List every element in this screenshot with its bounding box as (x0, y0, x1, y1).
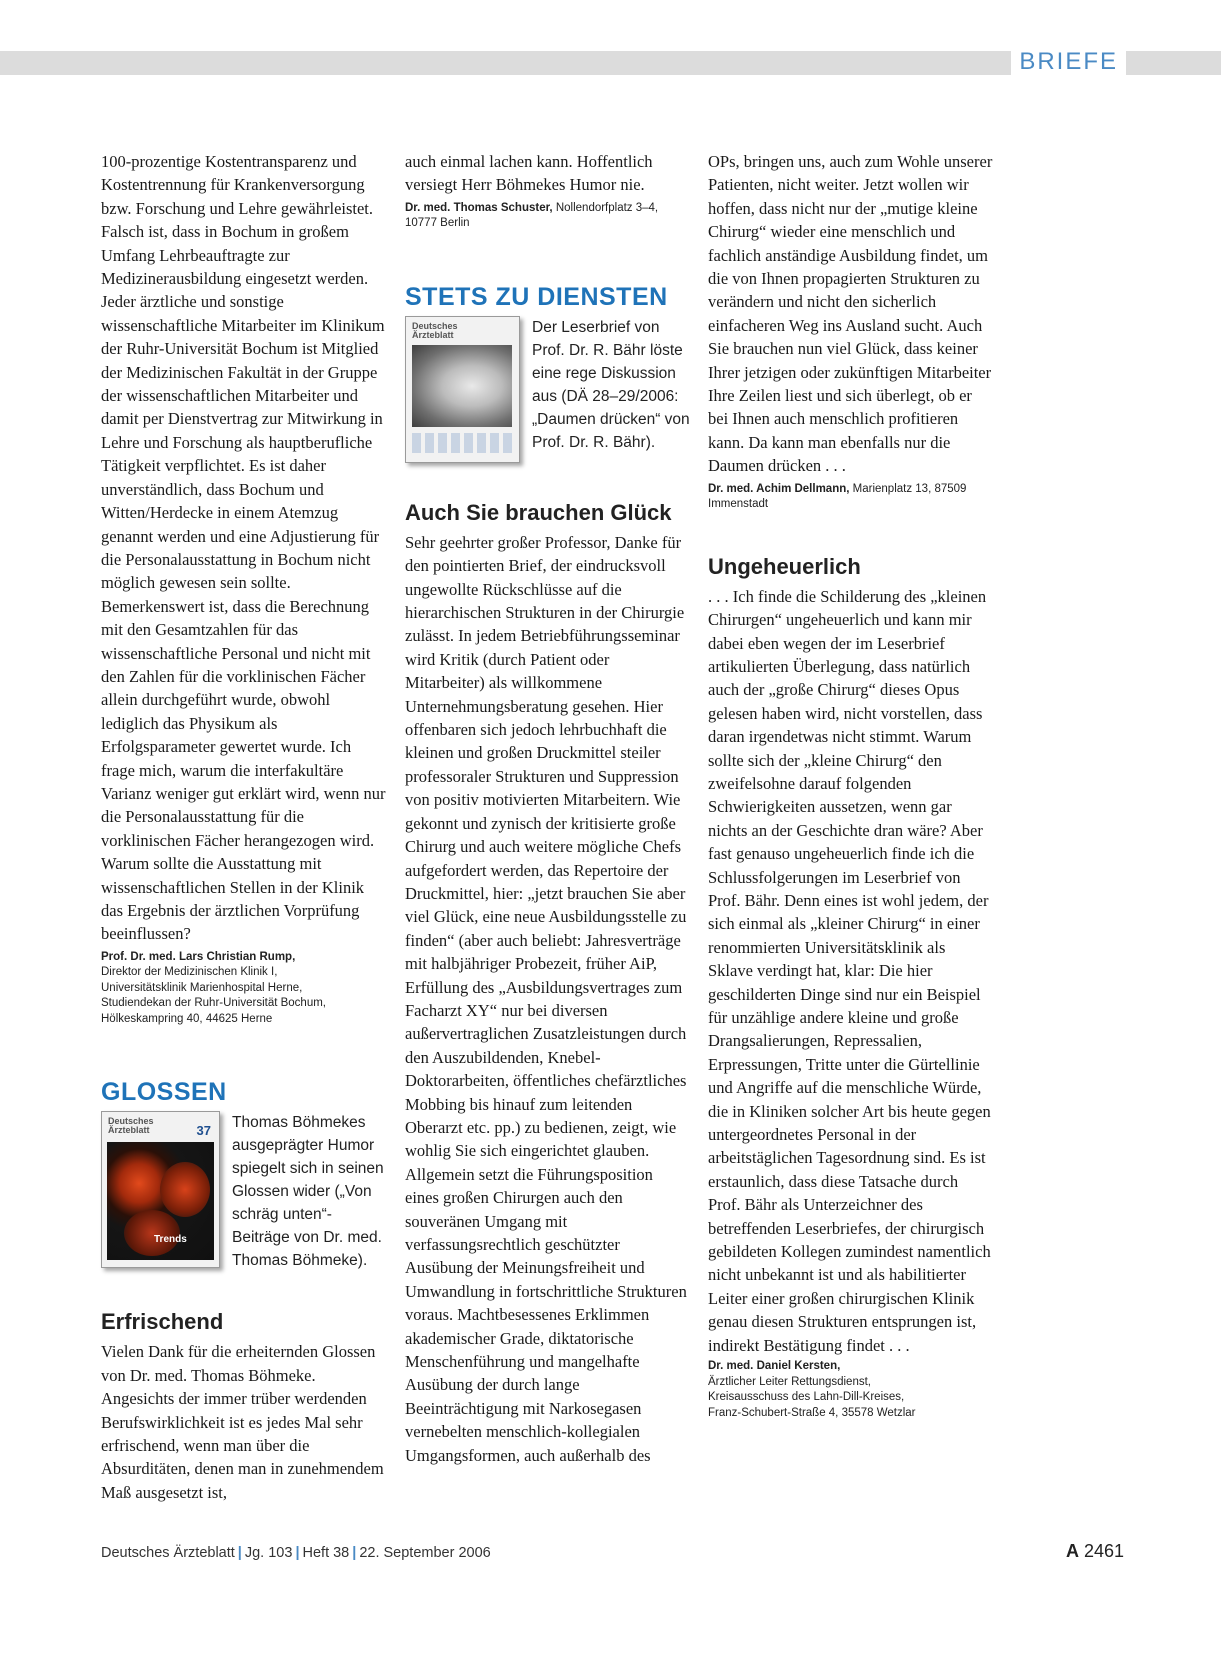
cover-title: Trends (154, 1234, 187, 1246)
section-title-stets-zu-diensten: STETS ZU DIENSTEN (405, 282, 668, 311)
signature-dellmann (708, 482, 993, 513)
letter-rump-text: 100-prozentige Kostentransparenz und Kostentrennung für Krankenversorgung bzw. Forschung und Lehre gewährleistet. Falsch ist, dass in Bochum in großem Umfang Lehrbeauftragte zur Medizinerausbildung eingesetzt werden. Jeder ärztliche und sonstige wissenschaftliche Mitarbeiter im Klinikum der Ruhr-Universität Bochum ist Mitglied der Medizinischen Fakultät in der Gruppe der wissenschaftlichen Mitarbeiter und damit per Dienstvertrag zur Mitwirkung in Lehre und Forschung als hauptberufliche Tätigkeit verpflichtet. Es ist daher unverständlich, dass Bochum und Witten/Herdecke in einem Atemzug genannt werden und eine Adjustierung für die Personalausstattung in Bochum nicht möglich gewesen sein sollte. Bemerkenswert ist, dass die Berechnung mit den Gesamtzahlen für das wissenschaftliche Personal und nicht mit den Zahlen für die vorklinischen Fächer allein durchgeführt wurde, obwohl lediglich das Physikum als Erfolgsparameter gewertet wurde. Ich frage mich, warum die interfakultäre Varianz weniger gut erklärt wird, wenn nur die Personalausstattung für die vorklinischen Fächer herangezogen wird. Warum sollte die Ausstattung mit wissenschaftlichen Stellen in der Klinik das Ergebnis der ärztlichen Vorprüfung beeinflussen? (101, 152, 386, 944)
letter-title-erfrischend: Erfrischend (101, 1309, 224, 1335)
column-3 (708, 150, 993, 1421)
page-number: A 2461 (1065, 1541, 1124, 1561)
letter-glueck-continued: OPs, bringen uns, auch zum Wohle unserer Patienten, nicht weiter. Jetzt wollen wir hoffen, dass nicht nur der „mutige kleine Chirurg“ wieder eine menschlich und fachlich anständige Ausbildung findet, um die von Ihnen propagierten Strukturen zu verändern und nicht den sicherlich einfacheren Weg ins Ausland sucht. Auch Sie brauchen nun viel Glück, dass keiner Ihrer jetzigen oder zukünftigen Mitarbeiter Ihre Zeilen liest und sich überlegt, ob er bei Ihnen auch menschlich profitieren kann. Da kann man ebenfalls nur die Daumen drücken . . . (708, 152, 993, 476)
column-1 (101, 150, 386, 1504)
footer-separator: | (352, 1545, 357, 1561)
section-label: BRIEFE (1011, 46, 1126, 78)
signature-address: Nollendorfplatz 3–4, 10777 Berlin (405, 201, 659, 230)
letter-title-ungeheuerlich: Ungeheuerlich (708, 553, 861, 579)
glossen-teaser-box (101, 1111, 386, 1272)
signature-line: Universitätsklinik Marienhospital Herne, (101, 981, 303, 994)
publication-date: 22. September 2006 (359, 1545, 491, 1561)
cover-caption-strip (412, 433, 512, 453)
signature-line: Kreisausschuss des Lahn-Dill-Kreises, (708, 1391, 905, 1404)
signature-name: Dr. med. Daniel Kersten, (708, 1360, 841, 1373)
signature-name: Dr. med. Thomas Schuster, (405, 201, 553, 214)
signature-kersten (708, 1359, 993, 1421)
journal-volume: Jg. 103 (244, 1545, 293, 1561)
section-title-glossen: GLOSSEN (101, 1078, 227, 1107)
letter-title-auch-sie-brauchen-glueck: Auch Sie brauchen Glück (405, 499, 672, 525)
cover-masthead: Deutsches Ärzteblatt (108, 1116, 154, 1136)
stets-teaser-box (405, 316, 690, 463)
journal-issue: Heft 38 (302, 1545, 350, 1561)
cover-photo-detail (160, 1162, 210, 1217)
footer-separator: | (237, 1545, 242, 1561)
column-2 (405, 150, 690, 1467)
signature-schuster (405, 201, 690, 232)
footer-separator: | (295, 1545, 300, 1561)
glossen-teaser-text: Thomas Böhmekes ausgeprägter Humor spiegelt sich in seinen Glossen wider („Von schräg unten“-Beiträge von Dr. med. Thomas Böhmeke). (232, 1114, 384, 1270)
letter-erfrischend-text: Vielen Dank für die erheiternden Glossen von Dr. med. Thomas Böhmeke. Angesichts der immer trüber werdenden Berufswirklichkeit ist es jedes Mal sehr erfrischend, wenn man über die Absurditäten, denen man in zunehmendem Maß ausgesetzt ist, (101, 1342, 384, 1502)
signature-name: Dr. med. Achim Dellmann, (708, 482, 850, 495)
magazine-cover-image (101, 1111, 220, 1268)
cover-issue-number: 37 (196, 1123, 211, 1139)
cover-masthead: Deutsches Ärzteblatt (412, 320, 458, 340)
letter-ungeheuerlich-text: . . . Ich finde die Schilderung des „kleinen Chirurgen“ ungeheuerlich und kann mir dabei eben wegen der im Leserbrief artikulierten Überlegung, dass natürlich auch der „große Chirurg“ dieses Opus gelesen haben wird, nicht vorstellen, dass daran irgendetwas nicht stimmt. Warum sollte sich der „kleine Chirurg“ den zweifelsohne darauf folgenden Schwierigkeiten aussetzen, wenn gar nichts an der Geschichte dran wäre? Aber fast genauso ungeheuerlich finde ich die Schlussfolgerungen im Leserbrief von Prof. Bähr. Denn eines ist wohl jedem, der sich einmal als „kleiner Chirurg“ in einer renommierten Universitätsklinik als Sklave verdingt hat, klar: Die hier geschilderten Dinge sind nur ein Beispiel für unzählige andere kleine und große Drangsalierungen, Repressalien, Erpressungen, Tritte unter die Gürtellinie und Angriffe auf die menschliche Würde, die in Kliniken solcher Art bis heute gegen untergeordnetes Personal in der arbeitstäglichen Tagesordnung sind. Es ist erstaunlich, dass diese Tatsache durch Prof. Bähr als Unterzeichner des betreffenden Leserbriefes, der chirurgisch gebildeten Kollegen zumindest namentlich nicht unbekannt ist und als habilitierter Leiter einer großen chirurgischen Klinik genau diesen Strukturen entsprungen ist, indirekt Bestätigung findet . . . (708, 586, 991, 1355)
magazine-cover-image (405, 316, 520, 463)
stets-teaser-text: Der Leserbrief von Prof. Dr. R. Bähr löste eine rege Diskussion aus (DÄ 28–29/2006: „Daumen drücken“ von Prof. Dr. R. Bähr). (532, 318, 690, 451)
signature-line: Hölkeskampring 40, 44625 Herne (101, 1012, 273, 1025)
letter-erfrischend-continued: auch einmal lachen kann. Hoffentlich versiegt Herr Böhmekes Humor nie. (405, 152, 653, 195)
signature-line: Franz-Schubert-Straße 4, 35578 Wetzlar (708, 1406, 916, 1419)
journal-name: Deutsches Ärzteblatt (101, 1545, 235, 1561)
page-footer (101, 1543, 491, 1563)
cover-photo (412, 345, 512, 427)
signature-rump (101, 950, 386, 1028)
signature-address: Marienplatz 13, 87509 Immenstadt (708, 482, 967, 511)
signature-name: Prof. Dr. med. Lars Christian Rump, (101, 950, 296, 963)
signature-line: Direktor der Medizinischen Klinik I, (101, 966, 278, 979)
letter-glueck-text: Sehr geehrter großer Professor, Danke für den pointierten Brief, der eindrucksvoll ungewollte Rückschlüsse auf die hierarchischen Strukturen in der Chirurgie zulässt. In jedem Betriebführungsseminar wird Kritik (durch Patient oder Mitarbeiter) als willkommene Unternehmungsberatung gesehen. Hier offenbaren sich jedoch lehrbuchhaft die kleinen und großen Druckmittel steiler professoraler Strukturen und Suppression von positiv motivierten Mitarbeitern. Wie gekonnt und zynisch der kritisierte große Chirurg und auch weitere mögliche Chefs aufgefordert werden, das Repertoire der Druckmittel, hier: „jetzt brauchen Sie aber viel Glück, eine neue Ausbildungsstelle zu finden“ (aber auch beliebt: Jahresverträge mit halbjähriger Probezeit, früher AiP, Erfüllung des „Ausbildungsvertrages zum Facharzt XY“ nur bei diversen außervertraglichen Zusatzleistungen durch den Auszubildenden, Knebel-Doktorarbeiten, öffentliches chefärztliches Mobbing bis hinauf zum leitenden Oberarzt etc. pp.) zu bedienen, zeigt, wie wohlig Sie sich eingerichtet glauben. Allgemein setzt die Führungsposition eines großen Chirurgen auch den souveränen Umgang mit verfassungsrechtlich geschützter Ausübung der Meinungsfreiheit und Umwandlung in fortschrittliche Strukturen voraus. Machtbesessenes Erklimmen akademischer Grade, diktatorische Menschenführung und mangelhafte Ausübung der durch lange Beeinträchtigung mit Narkosegasen vernebelten menschlich-kollegialen Umgangsformen, auch außerhalb des (405, 532, 687, 1465)
signature-line: Studiendekan der Ruhr-Universität Bochum, (101, 997, 327, 1010)
signature-line: Ärztlicher Leiter Rettungsdienst, (708, 1375, 871, 1388)
